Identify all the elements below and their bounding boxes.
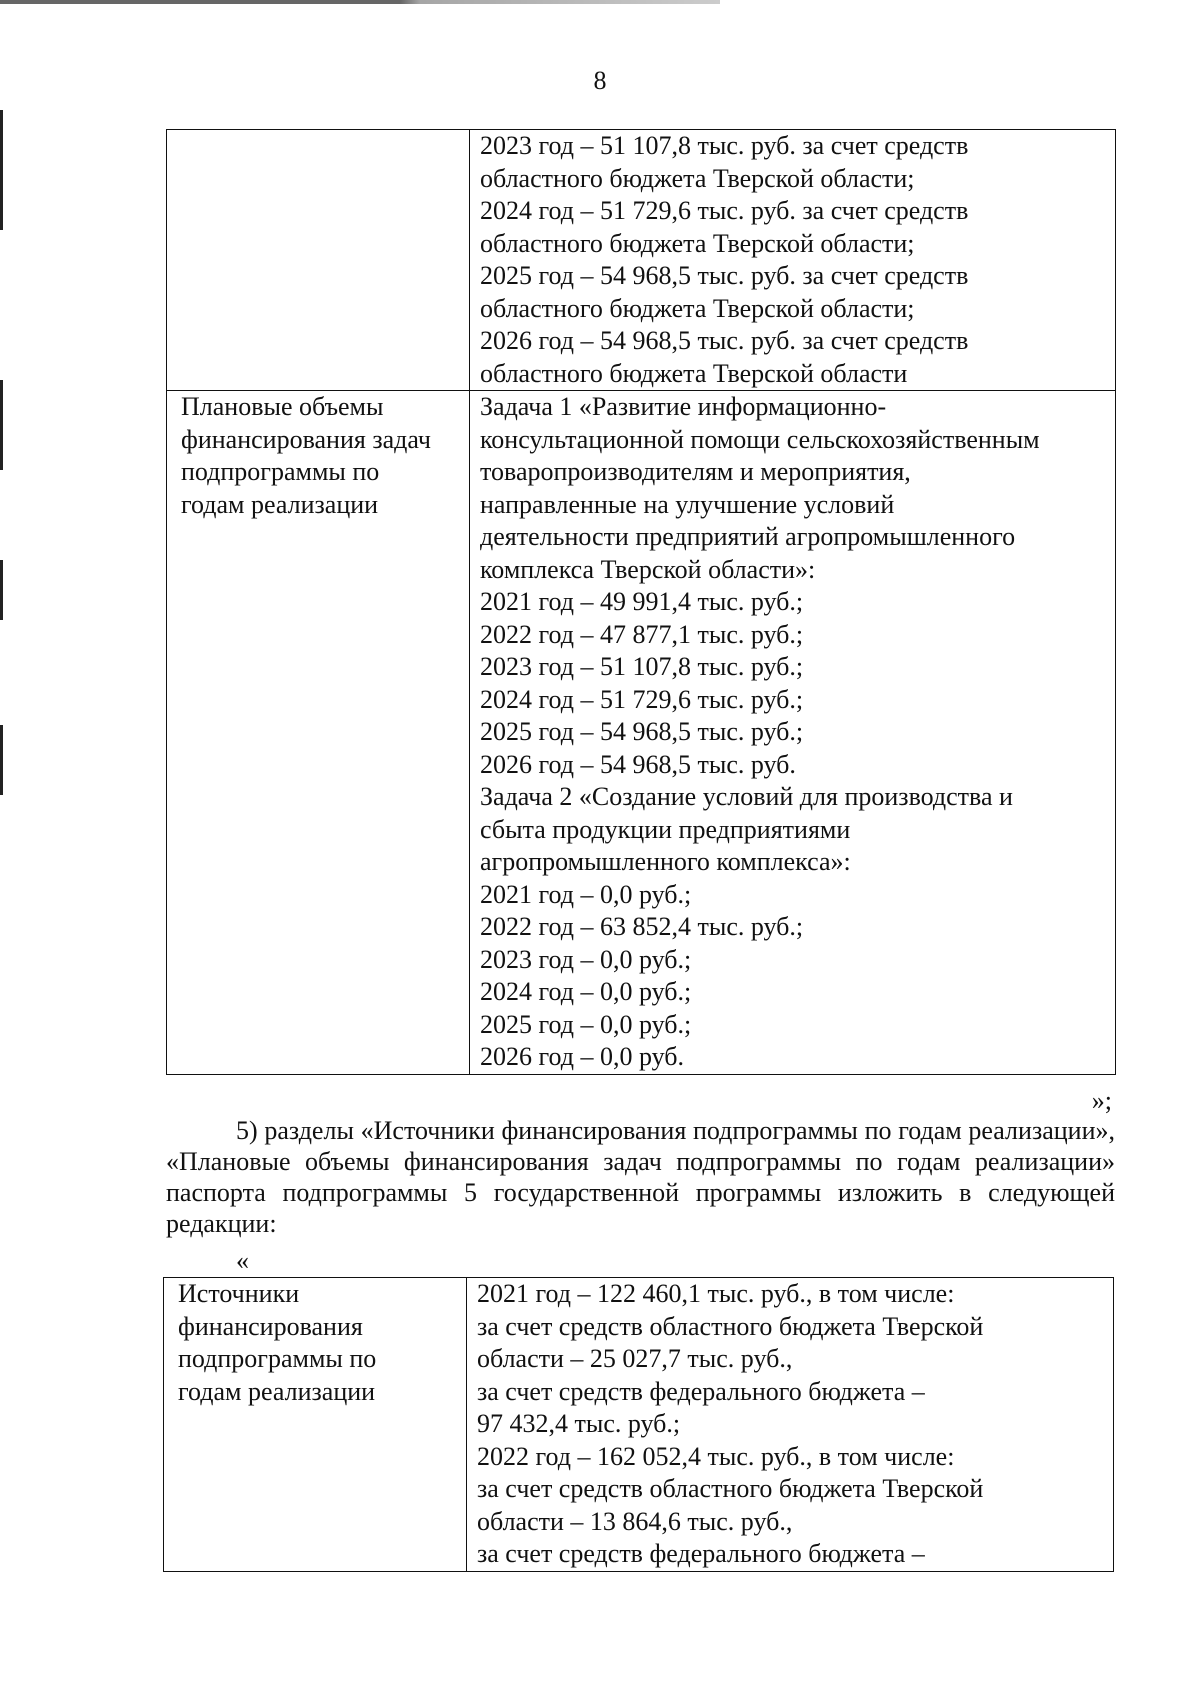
task-line: товаропроизводителям и мероприятия, [480,457,911,486]
task-line: 2022 год – 63 852,4 тыс. руб.; [480,912,804,941]
label-line: Источники [178,1279,300,1308]
task-line: 2022 год – 47 877,1 тыс. руб.; [480,619,804,649]
task-line: комплекса Тверской области»: [480,554,816,584]
funding-line: за счет средств федерального бюджета – [477,1376,925,1406]
funding-line: 2023 год – 51 107,8 тыс. руб. за счет средств [480,131,969,160]
table-cell-task-funding [470,391,1116,1075]
table-row [167,391,1116,1075]
task-line: 2026 год – 0,0 руб. [480,1042,685,1071]
label-line: годам реализации [178,1376,376,1406]
label-line: годам реализации [181,489,379,519]
task-line: 2025 год – 0,0 руб.; [480,1009,692,1039]
page-number: 8 [593,66,607,95]
funding-line: областного бюджета Тверской области; [480,228,915,258]
table-cell-label-empty [167,130,470,391]
label-line: подпрограммы по [181,457,380,486]
funding-line: за счет средств областного бюджета Тверской [477,1474,984,1503]
table-cell-funding-sources [467,1278,1114,1572]
scan-left-mark-2 [0,380,3,470]
funding-line: областного бюджета Тверской области [480,358,908,388]
funding-line: 97 432,4 тыс. руб.; [477,1409,681,1438]
label-line: финансирования задач [181,424,431,454]
task-line: 2023 год – 0,0 руб.; [480,944,692,974]
task-line: деятельности предприятий агропромышленного [480,522,1016,551]
table-row [164,1278,1114,1572]
label-line: финансирования [178,1311,363,1341]
scan-top-edge [0,0,720,4]
task-line: агропромышленного комплекса»: [480,847,851,876]
opening-quote: « [236,1246,249,1275]
table-cell-funding-continued [470,130,1116,391]
funding-line: области – 25 027,7 тыс. руб., [477,1344,793,1373]
funding-line: 2024 год – 51 729,6 тыс. руб. за счет средств [480,196,969,225]
closing-quote: »; [1091,1086,1112,1115]
task-line: 2021 год – 49 991,4 тыс. руб.; [480,587,804,616]
passport-table-continued [166,129,1116,1075]
funding-line: 2025 год – 54 968,5 тыс. руб. за счет средств [480,261,969,290]
label-line: Плановые объемы [181,392,384,421]
funding-line: областного бюджета Тверской области; [480,293,915,323]
task-line: 2026 год – 54 968,5 тыс. руб. [480,749,796,779]
scan-left-mark-1 [0,110,3,230]
funding-line: за счет средств федерального бюджета – [477,1539,925,1568]
task-line: 2024 год – 0,0 руб.; [480,977,692,1006]
subprogram-5-passport-table [163,1277,1114,1572]
funding-line: области – 13 864,6 тыс. руб., [477,1506,793,1536]
table-row [167,130,1116,391]
task-line: консультационной помощи сельскохозяйственным [480,424,1040,454]
funding-line: 2021 год – 122 460,1 тыс. руб., в том числе: [477,1279,955,1308]
funding-line: областного бюджета Тверской области; [480,163,915,193]
funding-line: 2022 год – 162 052,4 тыс. руб., в том числе: [477,1441,955,1471]
task-line: направленные на улучшение условий [480,489,895,519]
funding-line: 2026 год – 54 968,5 тыс. руб. за счет средств [480,326,969,355]
task-line: 2023 год – 51 107,8 тыс. руб.; [480,652,804,681]
amendment-paragraph: 5) разделы «Источники финансирования подпрограммы по годам реализации», «Плановые объемы финансирования задач подпрограммы по годам реализации» паспорта подпрограммы 5 государственной программы изложить в следующей редакции: [166,1116,1115,1238]
task-line: 2024 год – 51 729,6 тыс. руб.; [480,684,804,714]
scan-left-mark-3 [0,560,3,620]
task-line: Задача 1 «Развитие информационно- [480,392,887,421]
scan-left-mark-4 [0,725,3,795]
task-line: 2021 год – 0,0 руб.; [480,879,692,909]
label-line: подпрограммы по [178,1344,377,1373]
table-cell-label [164,1278,467,1572]
table-cell-label [167,391,470,1075]
funding-line: за счет средств областного бюджета Тверской [477,1311,984,1341]
task-line: Задача 2 «Создание условий для производства и [480,782,1013,811]
task-line: сбыта продукции предприятиями [480,814,851,844]
task-line: 2025 год – 54 968,5 тыс. руб.; [480,717,804,746]
